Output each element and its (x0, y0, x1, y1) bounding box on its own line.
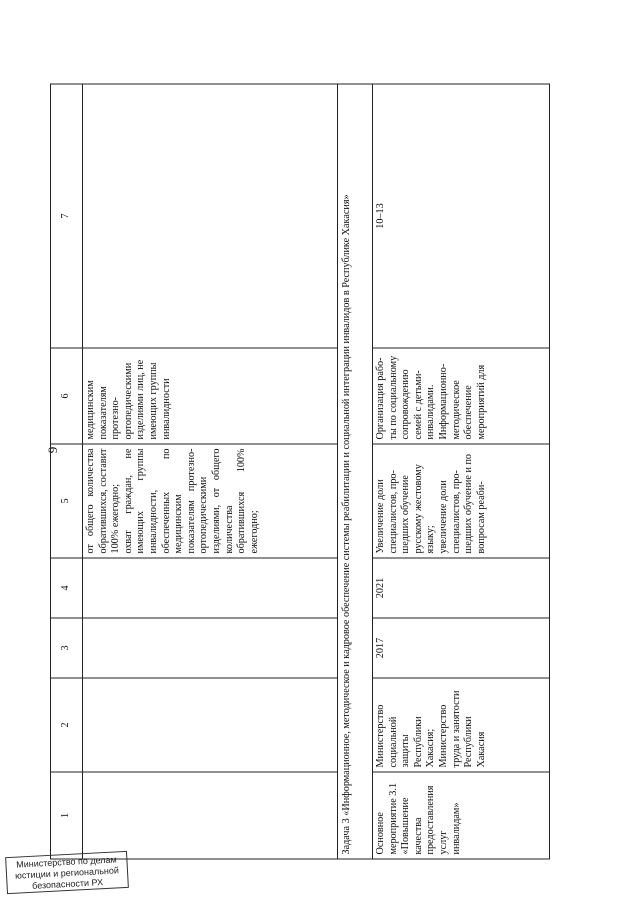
cell-empty (83, 558, 338, 618)
document-table-rotated (50, 85, 600, 860)
executor-cell (373, 678, 550, 772)
indicator-text: увеличение доли специалистов, про-шедших обучение и по вопросам реаби- (437, 454, 487, 554)
stamp-line: безопасности РХ (31, 877, 104, 891)
table-row (373, 84, 550, 859)
indicator-cell (373, 444, 550, 558)
header-col-6: 6 (51, 348, 83, 444)
start-year-cell: 2017 (373, 618, 550, 678)
task-row (338, 84, 373, 859)
related-items-cell: 10–13 (373, 84, 550, 348)
result-cell (373, 348, 550, 444)
executor-text: Министерство труда и занятости Республики Хакасия (437, 690, 487, 768)
end-year-cell: 2021 (373, 558, 550, 618)
executor-text: Министерство социальной защиты Республики Хакасия; (375, 704, 437, 768)
result-text: Организация рабо-ты по социальному сопровождению семей с детьми-инвалидами. (375, 355, 437, 440)
measures-table (50, 84, 550, 860)
task-heading: Задача 3 «Информационное, методическое и кадровое обеспечение системы реабилитации и социальной интеграции инвалидов в Республике Хакасия» (338, 84, 373, 859)
result-text: медицинским показателям протезно-ортопедическими изделиями лиц, не имеющих группы инвалидности (85, 359, 172, 440)
header-col-1: 1 (51, 772, 83, 859)
registration-stamp (5, 851, 129, 894)
result-text: Информационно-методическое обеспечение мероприятий для (437, 363, 487, 440)
cell-empty (83, 618, 338, 678)
stamp-line: юстиции и региональной (14, 865, 120, 881)
cell-empty (83, 84, 338, 348)
header-col-2: 2 (51, 678, 83, 772)
indicator-text: Увеличение доли специалистов, про-шедших обучение русскому жестовому языку; (375, 464, 437, 554)
indicator-text: от общего количества обратившихся, составит 100% ежегодно; (85, 448, 122, 554)
cell-empty (83, 772, 338, 859)
stamp-line: Министерство по делам (15, 854, 117, 870)
indicator-text: охват граждан, не имеющих группы инвалидности, обеспеченных по медицинским показателям протезно-ортопедическими изделиями, от общего количества обратившихся 100% ежегодно; (122, 448, 260, 554)
header-col-3: 3 (51, 618, 83, 678)
header-col-7: 7 (51, 84, 83, 348)
result-cell (83, 348, 338, 444)
cell-empty (83, 678, 338, 772)
indicator-cell (83, 444, 338, 558)
header-col-4: 4 (51, 558, 83, 618)
measure-name-cell: Основное мероприятие 3.1 «Повышение качества предоставления услуг инвалидам» (373, 772, 550, 859)
table-header-row (51, 84, 83, 859)
page-number: 9 (45, 446, 60, 454)
table-row (83, 84, 338, 859)
header-col-5: 5 (51, 444, 83, 558)
